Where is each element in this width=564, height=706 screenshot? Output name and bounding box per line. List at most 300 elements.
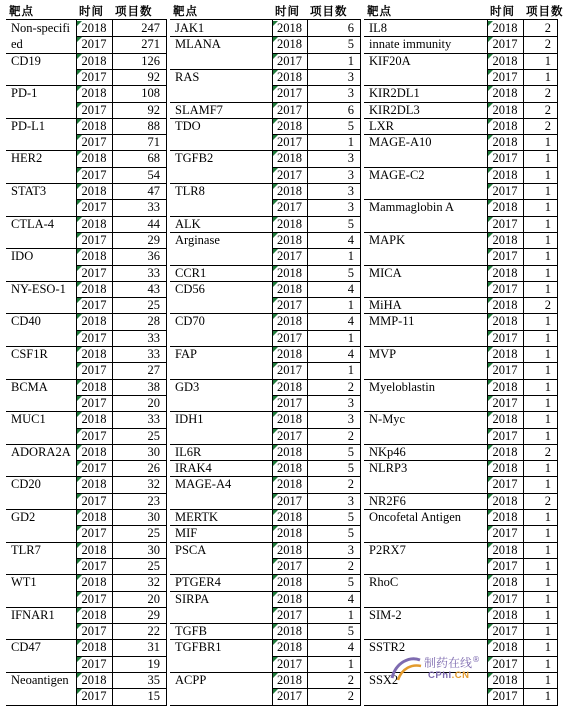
text-number-flag-icon bbox=[77, 184, 82, 189]
text-number-flag-icon bbox=[488, 640, 493, 645]
year-cell: 2018 bbox=[492, 86, 518, 101]
text-number-flag-icon bbox=[488, 119, 493, 124]
text-number-flag-icon bbox=[77, 70, 82, 75]
text-number-flag-icon bbox=[77, 689, 82, 694]
count-cell: 2 bbox=[544, 444, 551, 459]
count-cell: 2 bbox=[544, 493, 551, 508]
text-number-flag-icon bbox=[488, 135, 493, 140]
target-name: CTLA-4 bbox=[11, 216, 55, 231]
year-cell: 2018 bbox=[277, 184, 302, 198]
text-number-flag-icon bbox=[488, 347, 493, 352]
year-cell: 2017 bbox=[81, 493, 107, 508]
count-cell: 43 bbox=[147, 281, 160, 296]
target-name: RhoC bbox=[369, 575, 399, 590]
text-number-flag-icon bbox=[273, 608, 278, 613]
year-cell: 2018 bbox=[492, 640, 518, 655]
year-cell: 2018 bbox=[492, 102, 518, 117]
text-number-flag-icon bbox=[488, 477, 493, 482]
count-cell: 88 bbox=[147, 118, 160, 133]
text-number-flag-icon bbox=[77, 624, 82, 629]
year-cell: 2018 bbox=[81, 510, 107, 524]
text-number-flag-icon bbox=[77, 151, 82, 156]
text-number-flag-icon bbox=[77, 526, 82, 531]
count-cell: 1 bbox=[544, 167, 551, 182]
target-name: FAP bbox=[175, 347, 198, 361]
target-name: ACPP bbox=[175, 673, 207, 687]
target-name: N-Myc bbox=[369, 412, 406, 427]
year-cell: 2018 bbox=[81, 412, 107, 427]
year-cell: 2018 bbox=[81, 575, 107, 590]
year-cell: 2017 bbox=[81, 37, 107, 52]
target-name: PSCA bbox=[175, 542, 207, 557]
count-cell: 1 bbox=[347, 249, 354, 264]
count-cell: 33 bbox=[147, 412, 160, 427]
count-cell: 1 bbox=[544, 379, 551, 394]
text-number-flag-icon bbox=[273, 70, 278, 75]
text-number-flag-icon bbox=[77, 217, 82, 222]
count-cell: 19 bbox=[147, 656, 160, 671]
watermark-name-en: CPhI bbox=[428, 670, 452, 681]
column-rule bbox=[166, 19, 167, 706]
count-cell: 271 bbox=[141, 37, 160, 52]
year-cell: 2018 bbox=[277, 477, 302, 492]
count-cell: 30 bbox=[147, 444, 160, 459]
year-cell: 2018 bbox=[81, 216, 107, 231]
year-cell: 2018 bbox=[492, 118, 518, 133]
cphi-arc-logo-icon bbox=[388, 652, 424, 686]
text-number-flag-icon bbox=[488, 575, 493, 580]
year-cell: 2018 bbox=[81, 249, 107, 264]
target-name: NY-ESO-1 bbox=[11, 281, 66, 296]
text-number-flag-icon bbox=[77, 412, 82, 417]
count-cell: 38 bbox=[147, 379, 160, 394]
count-cell: 3 bbox=[347, 69, 354, 84]
text-number-flag-icon bbox=[77, 363, 82, 368]
text-number-flag-icon bbox=[273, 380, 278, 385]
header-count: 项目数 bbox=[526, 4, 564, 18]
count-cell: 5 bbox=[347, 461, 354, 476]
text-number-flag-icon bbox=[273, 689, 278, 694]
target-name: ALK bbox=[175, 216, 201, 231]
year-cell: 2017 bbox=[277, 249, 302, 264]
count-cell: 6 bbox=[347, 21, 354, 35]
year-cell: 2018 bbox=[277, 575, 302, 590]
text-number-flag-icon bbox=[488, 559, 493, 564]
target-name: GD3 bbox=[175, 379, 200, 394]
year-cell: 2018 bbox=[492, 673, 518, 687]
year-cell: 2018 bbox=[492, 265, 518, 280]
text-number-flag-icon bbox=[488, 266, 493, 271]
count-cell: 25 bbox=[147, 428, 160, 443]
count-cell: 1 bbox=[544, 330, 551, 345]
year-cell: 2018 bbox=[492, 379, 518, 394]
text-number-flag-icon bbox=[488, 37, 493, 42]
year-cell: 2018 bbox=[277, 232, 302, 247]
text-number-flag-icon bbox=[273, 200, 278, 205]
count-cell: 2 bbox=[347, 379, 354, 394]
count-cell: 3 bbox=[347, 412, 354, 427]
count-cell: 5 bbox=[347, 37, 354, 52]
text-number-flag-icon bbox=[77, 21, 82, 26]
text-number-flag-icon bbox=[77, 640, 82, 645]
year-cell: 2017 bbox=[277, 656, 302, 671]
target-name: Arginase bbox=[175, 232, 220, 247]
year-cell: 2017 bbox=[81, 591, 107, 606]
registered-mark: ® bbox=[472, 655, 481, 664]
text-number-flag-icon bbox=[488, 331, 493, 336]
year-cell: 2017 bbox=[492, 216, 518, 231]
year-cell: 2018 bbox=[277, 591, 302, 606]
header-target: 靶点 bbox=[367, 4, 392, 18]
target-name: MAGE-C2 bbox=[369, 167, 425, 182]
count-cell: 20 bbox=[147, 591, 160, 606]
text-number-flag-icon bbox=[488, 510, 493, 515]
count-cell: 1 bbox=[544, 689, 551, 704]
year-cell: 2018 bbox=[492, 493, 518, 508]
count-cell: 1 bbox=[544, 673, 551, 687]
text-number-flag-icon bbox=[488, 543, 493, 548]
count-cell: 2 bbox=[544, 86, 551, 101]
text-number-flag-icon bbox=[273, 363, 278, 368]
target-name: Non-specified bbox=[11, 21, 71, 51]
text-number-flag-icon bbox=[273, 86, 278, 91]
target-name: CD56 bbox=[175, 281, 205, 296]
count-cell: 1 bbox=[544, 363, 551, 378]
target-name: SIM-2 bbox=[369, 607, 402, 622]
year-cell: 2018 bbox=[277, 412, 302, 427]
count-cell: 1 bbox=[347, 363, 354, 378]
count-cell: 2 bbox=[347, 673, 354, 687]
target-name: CD40 bbox=[11, 314, 41, 329]
text-number-flag-icon bbox=[488, 184, 493, 189]
watermark-domain: .CN bbox=[451, 670, 470, 681]
text-number-flag-icon bbox=[488, 526, 493, 531]
count-cell: 1 bbox=[544, 575, 551, 590]
year-cell: 2017 bbox=[492, 591, 518, 606]
header-time: 时间 bbox=[275, 4, 300, 18]
target-name: Neoantigen bbox=[11, 673, 69, 687]
count-cell: 71 bbox=[147, 135, 160, 150]
count-cell: 23 bbox=[147, 493, 160, 508]
text-number-flag-icon bbox=[77, 608, 82, 613]
count-cell: 32 bbox=[147, 575, 160, 590]
text-number-flag-icon bbox=[273, 461, 278, 466]
count-cell: 1 bbox=[347, 53, 354, 68]
target-name: KIR2DL1 bbox=[369, 86, 420, 101]
year-cell: 2018 bbox=[81, 118, 107, 133]
text-number-flag-icon bbox=[488, 103, 493, 108]
text-number-flag-icon bbox=[488, 151, 493, 156]
year-cell: 2018 bbox=[81, 444, 107, 459]
year-cell: 2017 bbox=[492, 151, 518, 166]
year-cell: 2017 bbox=[81, 558, 107, 573]
text-number-flag-icon bbox=[77, 510, 82, 515]
year-cell: 2017 bbox=[277, 428, 302, 443]
year-cell: 2017 bbox=[81, 689, 107, 704]
year-cell: 2018 bbox=[81, 281, 107, 296]
header-time: 时间 bbox=[490, 4, 515, 18]
year-cell: 2017 bbox=[81, 395, 107, 410]
year-cell: 2018 bbox=[81, 379, 107, 394]
count-cell: 6 bbox=[347, 102, 354, 117]
count-cell: 3 bbox=[347, 86, 354, 101]
target-name: STAT3 bbox=[11, 184, 47, 198]
cphi-watermark bbox=[388, 652, 490, 686]
count-cell: 1 bbox=[544, 558, 551, 573]
target-name: MMP-11 bbox=[369, 314, 415, 329]
count-cell: 1 bbox=[544, 249, 551, 264]
text-number-flag-icon bbox=[273, 624, 278, 629]
header-time: 时间 bbox=[79, 4, 104, 18]
target-name: MUC1 bbox=[11, 412, 46, 427]
bottom-rule bbox=[6, 705, 166, 706]
year-cell: 2018 bbox=[492, 461, 518, 476]
year-cell: 2017 bbox=[81, 167, 107, 182]
text-number-flag-icon bbox=[77, 249, 82, 254]
column-rule bbox=[557, 19, 558, 706]
text-number-flag-icon bbox=[488, 249, 493, 254]
year-cell: 2017 bbox=[81, 102, 107, 117]
text-number-flag-icon bbox=[273, 282, 278, 287]
text-number-flag-icon bbox=[77, 314, 82, 319]
year-cell: 2017 bbox=[277, 330, 302, 345]
year-cell: 2018 bbox=[277, 69, 302, 84]
text-number-flag-icon bbox=[488, 200, 493, 205]
text-number-flag-icon bbox=[273, 429, 278, 434]
count-cell: 25 bbox=[147, 526, 160, 541]
year-cell: 2018 bbox=[492, 347, 518, 361]
count-cell: 4 bbox=[347, 591, 354, 606]
count-cell: 108 bbox=[141, 86, 160, 101]
count-cell: 1 bbox=[544, 314, 551, 329]
count-cell: 3 bbox=[347, 200, 354, 215]
count-cell: 1 bbox=[347, 656, 354, 671]
target-name: P2RX7 bbox=[369, 542, 406, 557]
text-number-flag-icon bbox=[488, 21, 493, 26]
year-cell: 2018 bbox=[277, 21, 302, 35]
text-number-flag-icon bbox=[77, 331, 82, 336]
text-number-flag-icon bbox=[488, 592, 493, 597]
count-cell: 33 bbox=[147, 265, 160, 280]
target-name: NR2F6 bbox=[369, 493, 406, 508]
target-name: MAGE-A10 bbox=[369, 135, 432, 150]
target-name: Myeloblastin bbox=[369, 379, 435, 394]
text-number-flag-icon bbox=[273, 673, 278, 678]
year-cell: 2017 bbox=[277, 493, 302, 508]
target-name: innate immunity bbox=[369, 37, 452, 52]
target-name: TDO bbox=[175, 118, 201, 133]
count-cell: 1 bbox=[544, 656, 551, 671]
text-number-flag-icon bbox=[273, 233, 278, 238]
year-cell: 2017 bbox=[492, 184, 518, 198]
year-cell: 2017 bbox=[277, 102, 302, 117]
text-number-flag-icon bbox=[273, 592, 278, 597]
count-cell: 1 bbox=[544, 281, 551, 296]
year-cell: 2017 bbox=[492, 689, 518, 704]
count-cell: 29 bbox=[147, 232, 160, 247]
count-cell: 92 bbox=[147, 102, 160, 117]
year-cell: 2017 bbox=[492, 69, 518, 84]
text-number-flag-icon bbox=[273, 559, 278, 564]
target-name: GD2 bbox=[11, 510, 36, 524]
year-cell: 2018 bbox=[277, 444, 302, 459]
text-number-flag-icon bbox=[273, 249, 278, 254]
text-number-flag-icon bbox=[488, 54, 493, 59]
count-cell: 247 bbox=[141, 21, 160, 35]
text-number-flag-icon bbox=[77, 86, 82, 91]
count-cell: 33 bbox=[147, 330, 160, 345]
count-cell: 1 bbox=[544, 184, 551, 198]
count-cell: 33 bbox=[147, 200, 160, 215]
target-name: MVP bbox=[369, 347, 397, 361]
text-number-flag-icon bbox=[273, 347, 278, 352]
count-cell: 92 bbox=[147, 69, 160, 84]
count-cell: 3 bbox=[347, 167, 354, 182]
text-number-flag-icon bbox=[77, 380, 82, 385]
text-number-flag-icon bbox=[77, 575, 82, 580]
target-name: CSF1R bbox=[11, 347, 48, 361]
target-name: Mammaglobin A bbox=[369, 200, 455, 215]
count-cell: 30 bbox=[147, 542, 160, 557]
year-cell: 2018 bbox=[277, 265, 302, 280]
text-number-flag-icon bbox=[488, 494, 493, 499]
target-name: IFNAR1 bbox=[11, 607, 55, 622]
year-cell: 2018 bbox=[81, 53, 107, 68]
year-cell: 2017 bbox=[492, 395, 518, 410]
text-number-flag-icon bbox=[488, 168, 493, 173]
count-cell: 1 bbox=[347, 135, 354, 150]
count-cell: 4 bbox=[347, 281, 354, 296]
year-cell: 2017 bbox=[492, 249, 518, 264]
target-name: TGFB bbox=[175, 624, 207, 639]
count-cell: 1 bbox=[544, 216, 551, 231]
text-number-flag-icon bbox=[273, 135, 278, 140]
column-rule bbox=[272, 19, 273, 706]
text-number-flag-icon bbox=[488, 86, 493, 91]
target-name: CD20 bbox=[11, 477, 41, 492]
target-name: CD19 bbox=[11, 53, 41, 68]
text-number-flag-icon bbox=[77, 477, 82, 482]
text-number-flag-icon bbox=[488, 608, 493, 613]
text-number-flag-icon bbox=[77, 233, 82, 238]
count-cell: 5 bbox=[347, 216, 354, 231]
text-number-flag-icon bbox=[488, 314, 493, 319]
year-cell: 2017 bbox=[277, 689, 302, 704]
year-cell: 2018 bbox=[277, 510, 302, 524]
text-number-flag-icon bbox=[273, 575, 278, 580]
text-number-flag-icon bbox=[77, 543, 82, 548]
target-name: SSX2 bbox=[369, 673, 399, 687]
count-cell: 1 bbox=[347, 607, 354, 622]
count-cell: 4 bbox=[347, 347, 354, 361]
count-cell: 36 bbox=[147, 249, 160, 264]
text-number-flag-icon bbox=[77, 168, 82, 173]
target-name: CCR1 bbox=[175, 265, 207, 280]
count-cell: 1 bbox=[544, 69, 551, 84]
target-name: MIF bbox=[175, 526, 198, 541]
year-cell: 2018 bbox=[81, 314, 107, 329]
year-cell: 2018 bbox=[492, 232, 518, 247]
target-name: KIF20A bbox=[369, 53, 411, 68]
text-number-flag-icon bbox=[273, 37, 278, 42]
target-name: MLANA bbox=[175, 37, 221, 52]
year-cell: 2018 bbox=[81, 477, 107, 492]
text-number-flag-icon bbox=[77, 298, 82, 303]
count-cell: 32 bbox=[147, 477, 160, 492]
year-cell: 2018 bbox=[277, 281, 302, 296]
target-name: KIR2DL3 bbox=[369, 102, 420, 117]
year-cell: 2017 bbox=[277, 363, 302, 378]
text-number-flag-icon bbox=[273, 526, 278, 531]
year-cell: 2018 bbox=[492, 314, 518, 329]
count-cell: 5 bbox=[347, 444, 354, 459]
year-cell: 2018 bbox=[277, 624, 302, 639]
year-cell: 2017 bbox=[81, 265, 107, 280]
text-number-flag-icon bbox=[273, 266, 278, 271]
count-cell: 1 bbox=[544, 607, 551, 622]
text-number-flag-icon bbox=[77, 592, 82, 597]
year-cell: 2017 bbox=[492, 330, 518, 345]
text-number-flag-icon bbox=[273, 119, 278, 124]
text-number-flag-icon bbox=[273, 412, 278, 417]
target-name: PTGER4 bbox=[175, 575, 221, 590]
year-cell: 2017 bbox=[492, 624, 518, 639]
year-cell: 2017 bbox=[277, 53, 302, 68]
target-name: IRAK4 bbox=[175, 461, 212, 476]
header-count: 项目数 bbox=[310, 4, 348, 18]
year-cell: 2018 bbox=[81, 673, 107, 687]
year-cell: 2018 bbox=[277, 379, 302, 394]
header-target: 靶点 bbox=[173, 4, 198, 18]
header-target: 靶点 bbox=[9, 4, 34, 18]
text-number-flag-icon bbox=[488, 363, 493, 368]
text-number-flag-icon bbox=[77, 135, 82, 140]
text-number-flag-icon bbox=[273, 657, 278, 662]
target-name: IDO bbox=[11, 249, 34, 264]
text-number-flag-icon bbox=[273, 445, 278, 450]
count-cell: 3 bbox=[347, 184, 354, 198]
count-cell: 1 bbox=[544, 428, 551, 443]
count-cell: 1 bbox=[544, 395, 551, 410]
count-cell: 1 bbox=[347, 330, 354, 345]
count-cell: 22 bbox=[147, 624, 160, 639]
year-cell: 2018 bbox=[81, 21, 107, 35]
header-count: 项目数 bbox=[115, 4, 153, 18]
count-cell: 1 bbox=[544, 200, 551, 215]
text-number-flag-icon bbox=[77, 347, 82, 352]
year-cell: 2018 bbox=[81, 347, 107, 361]
year-cell: 2017 bbox=[492, 363, 518, 378]
year-cell: 2018 bbox=[277, 314, 302, 329]
count-cell: 2 bbox=[544, 118, 551, 133]
text-number-flag-icon bbox=[273, 494, 278, 499]
count-cell: 5 bbox=[347, 510, 354, 524]
target-name: TGFB2 bbox=[175, 151, 214, 166]
target-name: JAK1 bbox=[175, 21, 205, 35]
target-name: TLR8 bbox=[175, 184, 205, 198]
target-name: LXR bbox=[369, 118, 394, 133]
year-cell: 2017 bbox=[492, 281, 518, 296]
count-cell: 27 bbox=[147, 363, 160, 378]
target-name: HER2 bbox=[11, 151, 43, 166]
count-cell: 30 bbox=[147, 510, 160, 524]
count-cell: 1 bbox=[544, 135, 551, 150]
target-name: SLAMF7 bbox=[175, 102, 223, 117]
year-cell: 2017 bbox=[81, 461, 107, 476]
text-number-flag-icon bbox=[273, 151, 278, 156]
count-cell: 31 bbox=[147, 640, 160, 655]
text-number-flag-icon bbox=[77, 54, 82, 59]
